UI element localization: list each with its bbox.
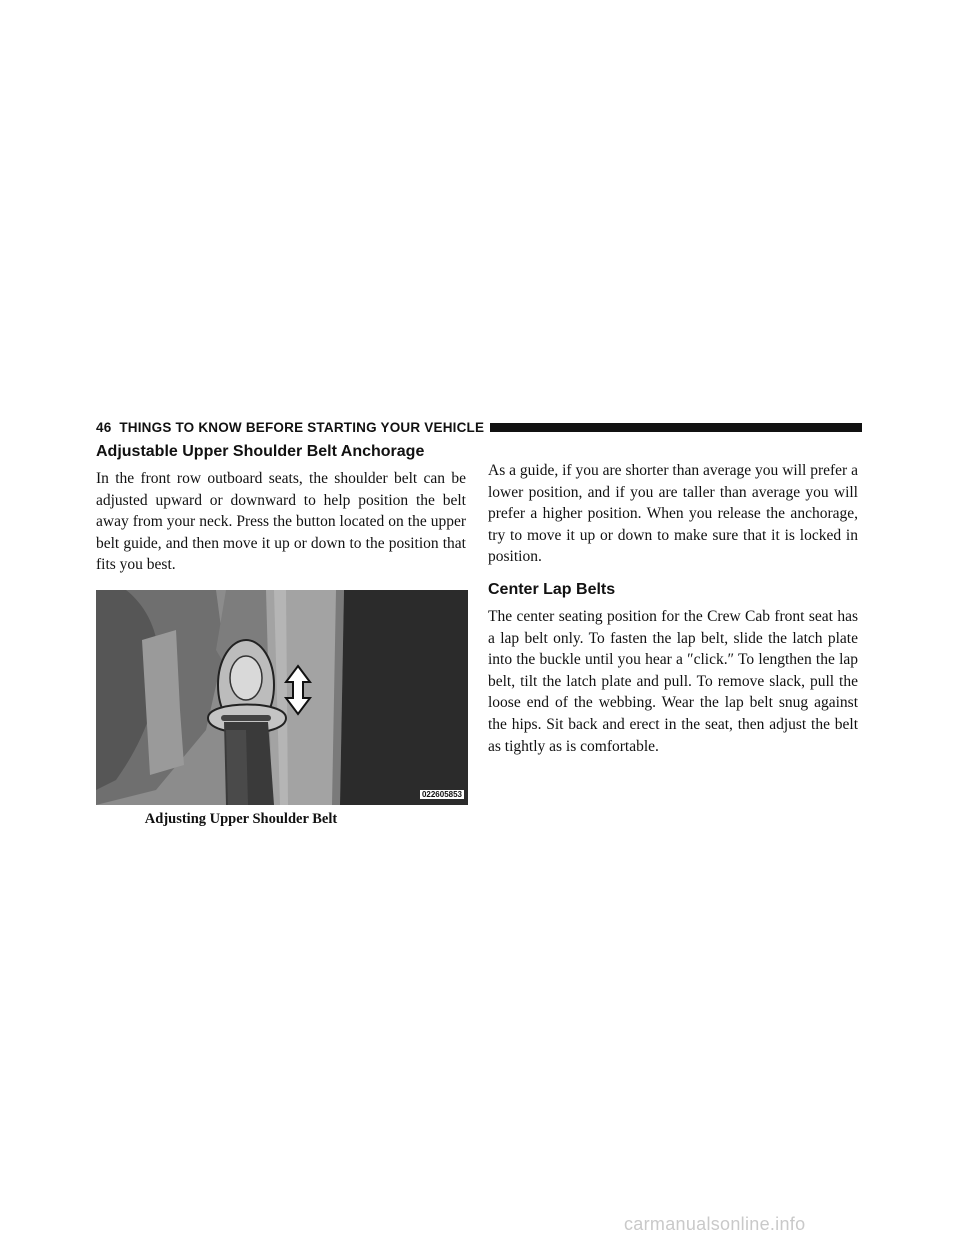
- figure-caption: Adjusting Upper Shoulder Belt: [144, 810, 338, 827]
- section-title: THINGS TO KNOW BEFORE STARTING YOUR VEHICLE: [119, 419, 485, 435]
- section-heading-upper-belt: Adjustable Upper Shoulder Belt Anchorage: [96, 443, 425, 460]
- shoulder-belt-illustration: [96, 590, 468, 805]
- right-column: [488, 460, 858, 757]
- upper-belt-paragraph: In the front row outboard seats, the shoulder belt can be adjusted upward or downward to help position the belt away from your neck. Press the button located on the upper belt guide, and then move it up or down to the position that fits you best.: [96, 470, 466, 574]
- guide-paragraph: As a guide, if you are shorter than average you will prefer a lower position, and if you are taller than average you will prefer a higher position. When you release the anchorage, try to move it up or down to make sure that it is locked in position.: [488, 462, 858, 566]
- page-number-and-section: [96, 420, 484, 435]
- page-number: 46: [96, 419, 112, 435]
- belt-anchorage-drawing: [96, 590, 468, 805]
- left-column: [96, 442, 466, 828]
- figure-code: 022605853: [421, 789, 462, 799]
- section-heading-center-lap-belts: Center Lap Belts: [488, 580, 616, 598]
- running-header: [96, 418, 862, 436]
- header-rule: [490, 423, 862, 432]
- watermark: carmanualsonline.info: [624, 1214, 806, 1234]
- center-lap-belts-paragraph: The center seating position for the Crew Cab front seat has a lap belt only. To fasten the lap belt, slide the latch plate into the buckle until you hear a ″click.″ To lengthen the lap belt, tilt the latch plate and pull. To remove slack, pull the loose end of the webbing. Wear the lap belt snug against the hips. Sit back and erect in the seat, then adjust the belt as tightly as is comfortable.: [488, 607, 858, 755]
